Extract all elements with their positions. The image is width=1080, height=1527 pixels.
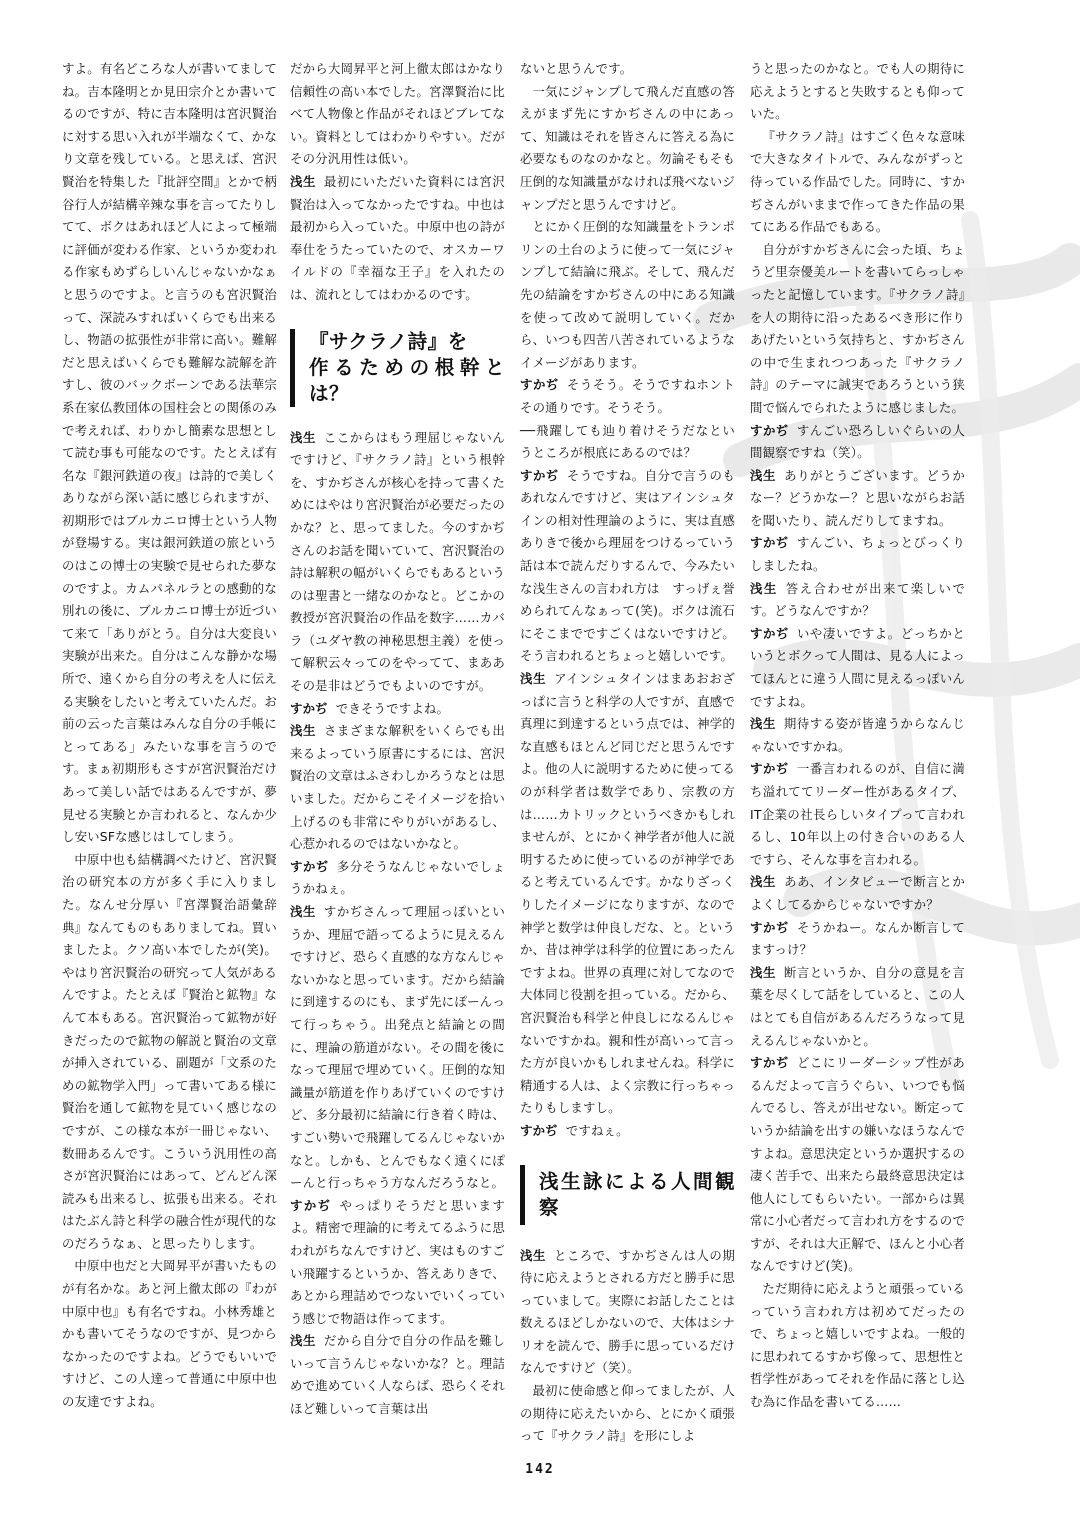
dialogue-paragraph bbox=[290, 720, 505, 856]
body-paragraph bbox=[750, 239, 965, 420]
paragraph-text: ──飛躍しても辿り着けそうだなというところが根底にあるのでは？ bbox=[520, 422, 735, 461]
dialogue-paragraph bbox=[290, 698, 505, 721]
body-paragraph bbox=[750, 126, 965, 239]
paragraph-text: だから自分で自分の作品を難しいって言うんじゃないかな？と。理詰めで進めていく人ならば、恐らくそれほど難しいって言葉は出 bbox=[290, 1333, 505, 1417]
paragraph-text: 多分そうなんじゃないでしょうかねぇ。 bbox=[290, 858, 505, 897]
body-paragraph bbox=[62, 849, 277, 1256]
paragraph-text: とにかく圧倒的な知識量をトランポリンの土台のように使って一気にジャンプして結論に飛ぶ。そして、飛んだ先の結論をすかぢさんの中にある知識を使って改めて説明していく。だから、いつも四苦八苦されているようなイメージがあります。 bbox=[520, 219, 735, 370]
dialogue-paragraph bbox=[290, 427, 505, 698]
paragraph-text: やっぱりそうだと思いますよ。精密で理論的に考えてるふうに思われがちなんですけど、実はものすごい飛躍するというか、答えありきで、あとから理詰めでつないでいくっていう感じで物語は作ってます。 bbox=[290, 1197, 505, 1326]
paragraph-text: ありがとうございます。どうかなー？どうかなー？と思いながらお話を聞いたり、読んだりしてますね。 bbox=[750, 467, 965, 528]
dialogue-paragraph bbox=[750, 871, 965, 916]
paragraph-text: 最初に使命感と仰ってましたが、人の期待に応えたいから、とにかく頑張って『サクラノ詩』を形にしよ bbox=[520, 1383, 735, 1444]
dialogue-paragraph bbox=[750, 420, 965, 465]
dialogue-paragraph bbox=[750, 962, 965, 1052]
text-column-2 bbox=[290, 58, 505, 1421]
paragraph-text: できそうですよね。 bbox=[335, 700, 450, 716]
dialogue-paragraph bbox=[750, 532, 965, 577]
dialogue-paragraph bbox=[750, 623, 965, 713]
speaker-name: すかぢ bbox=[290, 1197, 332, 1213]
speaker-name: すかぢ bbox=[750, 625, 789, 641]
dialogue-paragraph bbox=[520, 374, 735, 419]
dialogue-paragraph bbox=[750, 917, 965, 962]
body-paragraph bbox=[520, 1380, 735, 1448]
speaker-name: すかぢ bbox=[520, 377, 559, 393]
speaker-name: 浅生 bbox=[290, 723, 316, 739]
speaker-name: すかぢ bbox=[750, 535, 789, 551]
speaker-name: すかぢ bbox=[750, 1055, 789, 1071]
dialogue-paragraph bbox=[520, 668, 735, 1120]
dialogue-paragraph bbox=[520, 1245, 735, 1381]
paragraph-text: どこにリーダーシップ性があるんだよって言うぐらい、いつでも悩んでるし、答えが出せない。断定っていうか結論を出すの嫌いなほうなんですよね。意思決定というか選択するの凄く苦手で、出来たら最終意思決定は他人にしてもらいたい。一部からは異常に小心者だって言われ方をするのですが、それは大正解で、ほんと小心者なんですけど(笑)。 bbox=[750, 1055, 965, 1274]
dialogue-paragraph bbox=[290, 856, 505, 901]
paragraph-text: そうそう。そうですねホントその通りです。そうそう。 bbox=[520, 377, 735, 415]
paragraph-text: 答え合わせが出来て楽しいです。どうなんですか？ bbox=[750, 580, 965, 619]
speaker-name: すかぢ bbox=[750, 761, 789, 777]
paragraph-text: そうかねー。なんか断言してますっけ？ bbox=[750, 919, 965, 958]
speaker-name: すかぢ bbox=[750, 919, 789, 935]
body-paragraph bbox=[750, 58, 965, 126]
paragraph-text: 最初にいただいた資料には宮沢賢治は入ってなかったですね。中也は最初から入っていた。中原中也の詩が奉仕をうたっていたので、オスカーワイルドの『幸福な王子』を入れたのは、流れとしてはわかるのです。 bbox=[290, 173, 505, 302]
paragraph-text: いや凄いですよ。どっちかというとボクって人間は、見る人によってほんとに違う人間に見えるっぽいんですよね。 bbox=[750, 625, 965, 709]
body-paragraph bbox=[750, 1278, 965, 1414]
dialogue-paragraph bbox=[750, 758, 965, 871]
paragraph-text: 自分がすかぢさんに会った頃、ちょうど里奈優美ルートを書いてらっしゃったと記憶しています。『サクラノ詩』を人の期待に沿ったあるべき形に作りあげたいという気持ちと、すかぢさんの中で生まれつつあった『サクラノ詩』のテーマに誠実であろうという狭間で悩んでられたように感じました。 bbox=[750, 241, 965, 415]
speaker-name: すかぢ bbox=[290, 858, 329, 874]
speaker-name: 浅生 bbox=[750, 467, 777, 483]
body-paragraph bbox=[520, 420, 735, 465]
paragraph-text: うと思ったのかなと。でも人の期待に応えようとすると失敗するとも仰っていた。 bbox=[750, 61, 965, 122]
dialogue-paragraph bbox=[750, 1052, 965, 1278]
page-number: 142 bbox=[525, 1462, 555, 1477]
paragraph-text: さまざまな解釈をいくらでも出来るよっていう原書にするには、宮沢賢治の文章はふさわしかろうなとは思いました。だからこそイメージを拾い上げるのも非常にやりがいがあるし、心惹かれるのではないかなと。 bbox=[290, 723, 505, 852]
paragraph-text: 『サクラノ詩』はすごく色々な意味で大きなタイトルで、みんながずっと待っている作品でした。同時に、すかぢさんがいままで作ってきた作品の果てにある作品でもある。 bbox=[750, 128, 965, 235]
paragraph-text: ないと思うんです。 bbox=[520, 61, 633, 76]
dialogue-paragraph bbox=[520, 465, 735, 668]
text-column-1 bbox=[62, 58, 277, 1414]
text-column-3 bbox=[520, 58, 735, 1448]
speaker-name: 浅生 bbox=[750, 964, 776, 980]
speaker-name: 浅生 bbox=[520, 1247, 546, 1263]
speaker-name: 浅生 bbox=[750, 716, 776, 732]
paragraph-text: すよ。有名どころな人が書いてましてね。吉本隆明とか見田宗介とか書いてるのですが、特に吉本隆明は宮沢賢治に対する思い入れが半端なくて、かなり文章を残している。と思えば、宮沢賢治を特集した『批評空間』とかで柄谷行人が結構辛辣な事を言ってたりしてて、ボクはあれほど人によって極端に評価が変わる作家、というか変われる作家もめずらしいんじゃないかなぁと思うのですよ。と言うのも宮沢賢治って、深読みすればいくらでも出来るし、物語の拡張性が非常に高い。難解だと思えばいくらでも難解な読解を許すし、彼のバックボーンである法華宗系在家仏教団体の国柱会との関係のみで考えれば、わりかし簡素な思想として読む事も可能なのです。たとえば有名な『銀河鉄道の夜』は詩的で美しくありながら深い話に感じられますが、初期形ではブルカニロ博士という人物が登場する。実は銀河鉄道の旅というのはこの博士の実験で見せられた夢なのですよ。カムパネルラとの感動的な別れの後に、ブルカニロ博士が近づいて来て「ありがとう。自分は大変良い実験が出来た。自分はこんな静かな場所で、遠くから自分の考えを人に伝える実験をしたいと考えていたんだ。お前の云った言葉はみんな自分の手帳にとってある」みたいな事を言うのです。まぁ初期形もさすが宮沢賢治だけあって美しい話ではあるんですが、夢見せる実験とか言われると、なんか少し安いSFな感じはしてしまう。 bbox=[62, 61, 277, 845]
body-paragraph bbox=[62, 58, 277, 849]
speaker-name: すかぢ bbox=[750, 422, 789, 438]
speaker-name: すかぢ bbox=[520, 467, 559, 483]
paragraph-text: 一番言われるのが、自信に満ち溢れててリーダー性があるタイプ、IT企業の社長らしいタイプって言われるし、10年以上の付き合いのある人ですら、そんな事を言われる。 bbox=[750, 761, 965, 867]
paragraph-text: 一気にジャンプして飛んだ直感の答えがまず先にすかぢさんの中にあって、知識はそれを皆さんに答える為に必要なものなのかなと。勿論そもそも圧倒的な知識量がなければ飛べないジャンプだと思うんですけど。 bbox=[520, 83, 735, 212]
dialogue-paragraph bbox=[290, 901, 505, 1195]
speaker-name: 浅生 bbox=[290, 173, 316, 189]
dialogue-paragraph bbox=[750, 465, 965, 533]
dialogue-paragraph bbox=[290, 171, 505, 307]
speaker-name: 浅生 bbox=[290, 429, 316, 445]
body-paragraph bbox=[520, 81, 735, 217]
paragraph-text: 期待する姿が皆違うからなんじゃないですかね。 bbox=[750, 716, 965, 754]
paragraph-text: すんごい恐ろしいぐらいの人間観察ですね（笑）。 bbox=[750, 422, 965, 461]
dialogue-paragraph bbox=[290, 1330, 505, 1420]
speaker-name: 浅生 bbox=[750, 874, 777, 890]
speaker-name: すかぢ bbox=[290, 700, 328, 716]
dialogue-paragraph bbox=[290, 1195, 505, 1331]
paragraph-text: ああ、インタビューで断言とかよくしてるからじゃないですか？ bbox=[750, 874, 965, 912]
paragraph-text: そうですね。自分で言うのもあれなんですけど、実はアインシュタインの相対性理論のように、実は直感ありきで後から理屈をつけるっていう話は本で読んだりするんで、今みたいな浅生さんの言われ方は すっげぇ誉められてんなぁって(笑)。ボクは流石にそこまでですごくはないですけど。そう言われるとちょっと嬉しいです。 bbox=[520, 467, 735, 664]
paragraph-text: ところで、すかぢさんは人の期待に応えようとされる方だと勝手に思っていまして。実際にお話したことは数えるほどしかないので、大体はシナリオを読んで、勝手に思っているだけなんですけど（笑）。 bbox=[520, 1247, 735, 1376]
paragraph-text: 中原中也だと大岡昇平が書いたものが有名かな。あと河上徹太郎の『わが中原中也』も有名ですね。小林秀雄とかも書いてそうなのですが、見つからなかったのですよね。どうでもいいですけど、この人達って普通に中原中也の友達ですよね。 bbox=[62, 1258, 277, 1410]
paragraph-text: アインシュタインはまあおおざっぱに言うと科学の人ですが、直感で真理に到達するという点では、神学的な直感もほとんど同じだと思うんですよ。他の人に説明するために使ってるのが科学者は数学であり、宗教の方は……カトリックというべきかもしれませんが、とにかく神学者が他人に説明するために使っているのが神学であると考えているんです。かなりざっくりしたイメージになりますが、なので神学と数学は仲良しだな、と。というか、昔は神学は科学的位置にあったんですよね。世界の真理に対してなので大体同じ役割を担っている。だから、宮沢賢治も科学と仲良しになるんじゃないですかね。親和性が高いって言った方が良いかもしれませんね。科学に精通する人は、よく宗教に行っちゃったりもしますし。 bbox=[520, 671, 735, 1116]
paragraph-text: だから大岡昇平と河上徹太郎はかなり信頼性の高い本でした。宮澤賢治に比べて人物像と作品がそれほどブレてない。資料としてはわかりやすい。だがその分汎用性は低い。 bbox=[290, 61, 505, 167]
paragraph-text: ただ期待に応えようと頑張っているっていう言われ方は初めてだったので、ちょっと嬉しいですよね。一般的に思われてるすかぢ像って、思想性と哲学性があってそれを作品に落とし込む為に作品を書いてる…… bbox=[750, 1281, 965, 1410]
dialogue-paragraph bbox=[750, 713, 965, 758]
paragraph-text: すんごい、ちょっとびっくりしましたね。 bbox=[750, 535, 965, 574]
dialogue-paragraph bbox=[520, 1120, 735, 1143]
speaker-name: すかぢ bbox=[520, 1122, 558, 1138]
text-column-4 bbox=[750, 58, 965, 1414]
paragraph-text: ですねぇ。 bbox=[565, 1122, 629, 1138]
body-paragraph bbox=[520, 216, 735, 374]
paragraph-text: 断言というか、自分の意見を言葉を尽くして話をしていると、この人はとても自信があるんだろうなって見えるんじゃないかと。 bbox=[750, 964, 965, 1048]
speaker-name: 浅生 bbox=[750, 580, 778, 596]
section-heading: 『サクラノ詩』を 作るための根幹とは？ bbox=[290, 329, 505, 407]
body-paragraph bbox=[62, 1255, 277, 1413]
speaker-name: 浅生 bbox=[520, 671, 547, 687]
body-paragraph bbox=[520, 58, 735, 81]
speaker-name: 浅生 bbox=[290, 904, 316, 919]
paragraph-text: 中原中也も結構調べたけど、宮沢賢治の研究本の方が多く手に入りました。なんせ分厚い『宮澤賢治語彙辞典』なんてものもありましてね。買いましたよ。クソ高い本でしたが(笑)。やはり宮沢賢治の研究って人気があるんですよ。たとえば『賢治と鉱物』なんて本もある。宮沢賢治って鉱物が好きだったので鉱物の解説と賢治の文章が挿入されている、副題が「文系のための鉱物学入門」って書いてある様に賢治を通して鉱物を見ていく感じなのですが、この様な本が一冊じゃない、数冊あるんです。こういう汎用性の高さが宮沢賢治にはあって、どんどん深読みも出来るし、拡張も出来る。それはたぶん詩と科学の融合性が現代的なのだろうなぁ、と思ったりします。 bbox=[62, 851, 277, 1251]
dialogue-paragraph bbox=[750, 578, 965, 623]
speaker-name: 浅生 bbox=[290, 1333, 316, 1349]
body-paragraph bbox=[290, 58, 505, 171]
section-heading: 浅生詠による人間観察 bbox=[520, 1165, 735, 1225]
paragraph-text: ここからはもう理屈じゃないんですけど、『サクラノ詩』という根幹を、すかぢさんが核心を持って書くためにはやはり宮沢賢治が必要だったのかな？と、思ってました。今のすかぢさんのお話を聞いていて、宮沢賢治の詩は解釈の幅がいくらでもあるというのは聖書と一緒なのかなと。どこかの教授が宮沢賢治の作品を数字……カバラ（ユダヤ教の神秘思想主義）を使って解釈云々ってのをやってて、まああその是非はどうでもよいのですが。 bbox=[290, 429, 505, 694]
paragraph-text: すかぢさんって理屈っぽいというか、理屈で語ってるように見えるんですけど、恐らく直感的な方なんじゃないかなと思っています。だから結論に到達するのにも、まず先にぽーんって行っちゃう。出発点と結論との間に、理論の筋道がない。その間を後になって理屈で埋めていく。圧倒的な知識量が筋道を作りあげていくのですけど、多分最初に結論に行き着く時は、すごい勢いで飛躍してるんじゃないかなと。しかも、とんでもなく遠くにぽーんと行っちゃう方なんだろうなと。 bbox=[290, 904, 505, 1191]
